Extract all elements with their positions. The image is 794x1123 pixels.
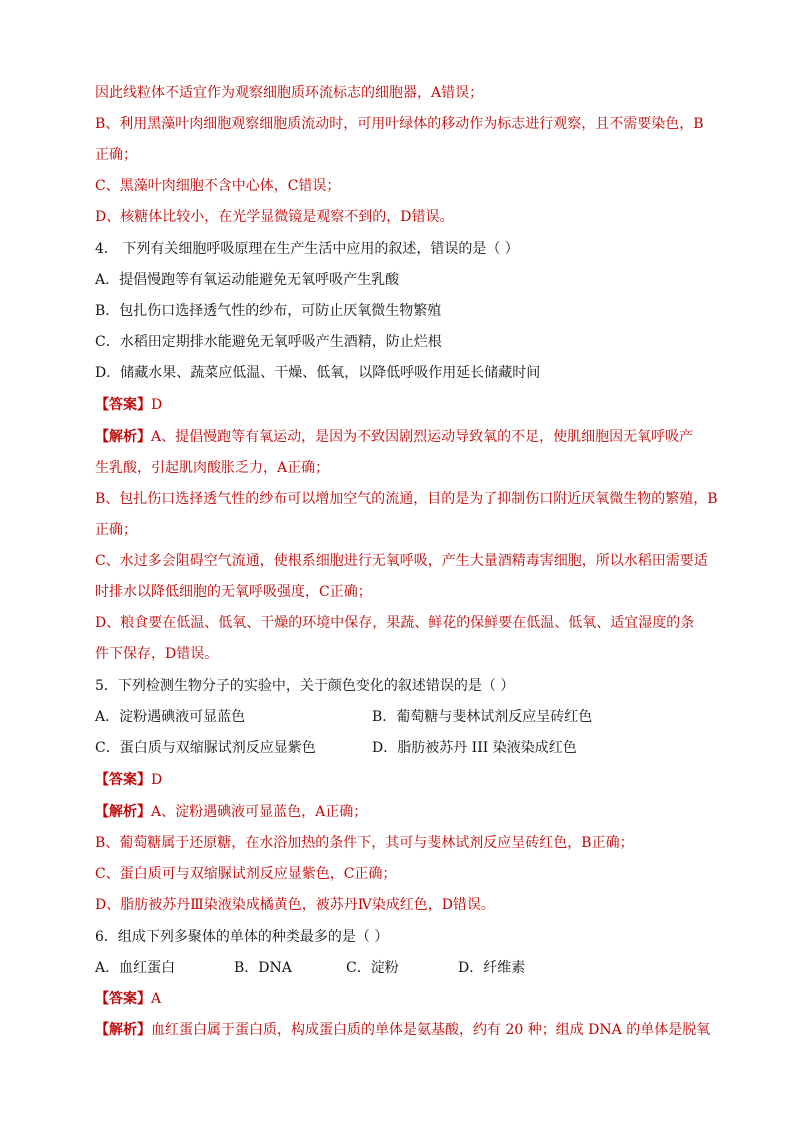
analysis-tag: 【解析】 — [95, 1022, 151, 1038]
question-4-analysis-line: C、水过多会阻碍空气流通，使根系细胞进行无氧呼吸，产生大量酒精毒害细胞，所以水稻田需要适 — [95, 553, 708, 569]
question-6-option-b: B．DNA — [234, 960, 292, 976]
answer-value: D — [151, 397, 163, 413]
question-4-option-c: C．水稻田定期排水能避免无氧呼吸产生酒精，防止烂根 — [95, 334, 442, 350]
question-5-analysis-line: D、脂肪被苏丹Ⅲ染液染成橘黄色，被苏丹Ⅳ染成红色，D错误。 — [95, 897, 495, 913]
explanation-line: 正确； — [95, 147, 137, 163]
question-5-analysis-line: C、蛋白质可与双缩脲试剂反应显紫色，C正确； — [95, 866, 397, 882]
question-4-analysis-line: 时排水以降低细胞的无氧呼吸强度，C正确； — [95, 584, 372, 600]
question-4-analysis-line: 生乳酸，引起肌肉酸胀乏力，A正确； — [95, 460, 330, 476]
question-4-analysis-line: 件下保存，D错误。 — [95, 646, 219, 662]
explanation-line: D、核糖体比较小，在光学显微镜是观察不到的，D错误。 — [95, 209, 454, 225]
answer-value: A — [151, 991, 162, 1007]
answer-tag: 【答案】 — [95, 772, 151, 788]
analysis-tag: 【解析】 — [95, 429, 151, 445]
question-4-analysis-line: B、包扎伤口选择透气性的纱布可以增加空气的流通，目的是为了抑制伤口附近厌氧微生物的繁殖，B — [95, 491, 718, 507]
question-6-option-a: A．血红蛋白 — [95, 960, 176, 976]
question-5-stem: 5．下列检测生物分子的实验中，关于颜色变化的叙述错误的是（ ） — [95, 678, 515, 694]
analysis-text: A、淀粉遇碘液可显蓝色，A正确； — [151, 804, 368, 820]
question-5-option-d: D．脂肪被苏丹 III 染液染成红色 — [372, 740, 577, 756]
question-5-option-a: A．淀粉遇碘液可显蓝色 — [95, 709, 246, 725]
question-4-option-b: B．包扎伤口选择透气性的纱布，可防止厌氧微生物繁殖 — [95, 303, 442, 319]
question-5-analysis-line: B、葡萄糖属于还原糖，在水浴加热的条件下，其可与斐林试剂反应呈砖红色，B正确； — [95, 835, 634, 851]
question-4-analysis-line: 正确； — [95, 522, 137, 538]
question-4-analysis — [95, 428, 693, 446]
question-4-option-d: D．储藏水果、蔬菜应低温、干燥、低氧，以降低呼吸作用延长储藏时间 — [95, 365, 541, 381]
answer-value: D — [151, 772, 163, 788]
question-6-option-d: D．纤维素 — [458, 960, 526, 976]
question-4-stem: 4． 下列有关细胞呼吸原理在生产生活中应用的叙述，错误的是（ ） — [95, 241, 519, 257]
question-6-answer — [95, 990, 161, 1008]
answer-tag: 【答案】 — [95, 991, 151, 1007]
question-6-stem: 6．组成下列多聚体的单体的种类最多的是（ ） — [95, 929, 389, 945]
analysis-tag: 【解析】 — [95, 804, 151, 820]
analysis-text: A、提倡慢跑等有氧运动，是因为不致因剧烈运动导致氧的不足，使肌细胞因无氧呼吸产 — [151, 429, 694, 445]
explanation-line: B、利用黑藻叶肉细胞观察细胞质流动时，可用叶绿体的移动作为标志进行观察，且不需要染色，B — [95, 116, 704, 132]
question-4-analysis-line: D、粮食要在低温、低氧、干燥的环境中保存，果蔬、鲜花的保鲜要在低温、低氧、适宜湿度的条 — [95, 615, 695, 631]
question-4-answer — [95, 396, 162, 414]
question-5-analysis — [95, 803, 367, 821]
question-4-option-a: A．提倡慢跑等有氧运动能避免无氧呼吸产生乳酸 — [95, 272, 400, 288]
question-6-option-c: C．淀粉 — [346, 960, 399, 976]
question-5-option-c: C．蛋白质与双缩脲试剂反应显紫色 — [95, 740, 316, 756]
explanation-line: C、黑藻叶肉细胞不含中心体，C错误； — [95, 178, 341, 194]
question-5-option-b: B．葡萄糖与斐林试剂反应呈砖红色 — [372, 709, 593, 725]
analysis-text: 血红蛋白属于蛋白质，构成蛋白质的单体是氨基酸，约有 20 种；组成 DNA 的单体是脱氧 — [151, 1022, 711, 1038]
question-6-analysis — [95, 1021, 710, 1039]
explanation-line: 因此线粒体不适宜作为观察细胞质环流标志的细胞器，A错误； — [95, 85, 484, 101]
answer-tag: 【答案】 — [95, 397, 151, 413]
question-5-answer — [95, 771, 162, 789]
